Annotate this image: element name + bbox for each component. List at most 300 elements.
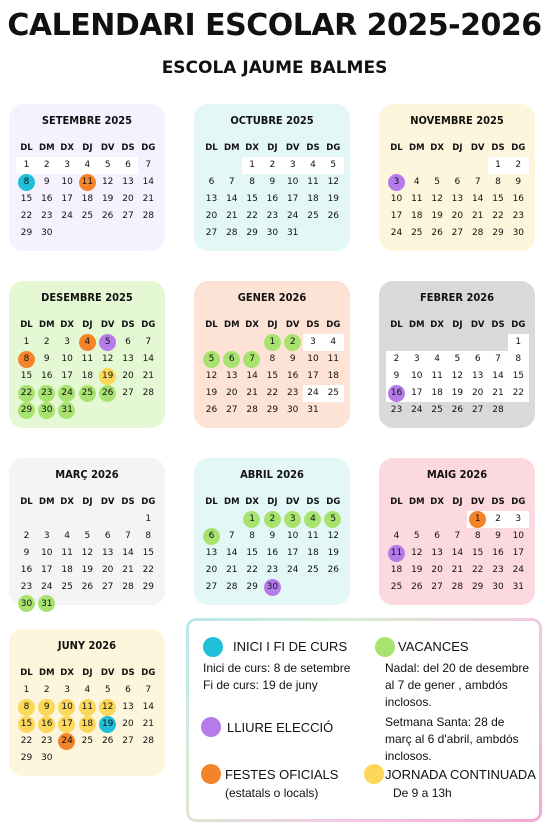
day-number: 6	[208, 530, 215, 541]
day-number: 28	[492, 404, 504, 415]
day-number: 23	[512, 210, 525, 221]
day-number: 12	[451, 370, 464, 381]
month-name: MARÇ 2026	[55, 468, 119, 481]
weekday-header: DS	[121, 320, 135, 330]
day-number: 13	[205, 547, 218, 558]
day-number: 13	[122, 701, 134, 712]
day-number: 9	[393, 370, 400, 381]
day-number: 25	[431, 404, 443, 415]
day-number: 28	[142, 387, 155, 398]
month-name: FEBRER 2026	[419, 291, 495, 304]
day-number: 31	[61, 404, 73, 415]
day-number: 28	[122, 581, 134, 592]
day-number: 18	[81, 718, 94, 729]
day-number: 10	[61, 176, 73, 187]
day-number: 7	[495, 353, 501, 364]
day-number: 5	[330, 514, 337, 524]
day-number: 3	[413, 353, 420, 364]
day-number: 5	[104, 337, 111, 347]
weekday-header: DL	[205, 143, 218, 153]
day-number: 2	[269, 160, 276, 170]
day-number: 17	[61, 193, 73, 204]
day-number: 6	[125, 685, 131, 695]
day-number: 12	[205, 370, 218, 381]
day-number: 6	[125, 337, 131, 347]
day-number: 8	[23, 176, 30, 187]
legend-lliure-title: LLIURE ELECCIÓ	[227, 720, 334, 735]
day-number: 23	[266, 564, 279, 575]
legend-vacances-dot	[375, 637, 395, 657]
day-number: 3	[64, 685, 70, 695]
day-number: 19	[101, 193, 114, 204]
day-number: 5	[454, 353, 461, 364]
day-number: 1	[269, 337, 276, 347]
day-number: 4	[310, 160, 316, 170]
day-number: 29	[246, 581, 258, 592]
day-number: 26	[451, 404, 464, 415]
weekday-header: DG	[511, 320, 526, 330]
day-number: 29	[20, 404, 33, 415]
day-number: 11	[411, 193, 423, 204]
legend-vacances-title: VACANCES	[398, 639, 469, 654]
day-number: 28	[226, 581, 238, 592]
day-number: 14	[246, 370, 258, 381]
day-number: 2	[269, 514, 276, 524]
month-name: ABRIL 2026	[240, 468, 304, 481]
month-name: NOVEMBRE 2025	[410, 114, 504, 127]
day-number: 15	[246, 547, 258, 558]
day-number: 17	[411, 387, 423, 398]
day-number: 6	[454, 176, 461, 187]
day-number: 26	[101, 387, 114, 398]
legend-curs-end: Fi de curs: 19 de juny	[203, 678, 318, 692]
day-number: 13	[226, 370, 238, 381]
month-card	[9, 281, 165, 428]
day-number: 24	[286, 564, 299, 575]
day-number: 31	[41, 598, 53, 609]
day-number: 22	[20, 735, 33, 746]
day-number: 8	[269, 353, 276, 364]
day-number: 17	[61, 370, 73, 381]
day-number: 7	[125, 530, 131, 541]
day-number: 14	[142, 701, 155, 712]
day-number: 9	[515, 176, 522, 187]
day-number: 12	[81, 547, 94, 558]
day-number: 12	[101, 701, 114, 712]
day-number: 22	[471, 564, 484, 575]
day-number: 23	[41, 210, 53, 221]
weekday-header: DL	[20, 320, 33, 330]
day-number: 24	[411, 404, 423, 415]
weekday-header: DG	[326, 497, 341, 507]
day-number: 14	[471, 193, 484, 204]
day-number: 27	[451, 227, 464, 238]
day-number: 16	[20, 564, 33, 575]
day-number: 10	[307, 353, 319, 364]
day-number: 10	[41, 547, 53, 558]
legend-curs-start: Inici de curs: 8 de setembre	[203, 661, 351, 675]
day-number: 7	[228, 530, 235, 541]
day-number: 6	[434, 530, 440, 541]
weekday-header: DM	[39, 668, 55, 678]
day-number: 25	[307, 210, 319, 221]
weekday-header: DL	[390, 497, 403, 507]
day-number: 12	[101, 353, 114, 364]
weekday-header: DX	[60, 320, 74, 330]
weekday-header: DS	[306, 497, 320, 507]
day-number: 10	[61, 353, 73, 364]
weekday-header: DJ	[267, 497, 278, 507]
day-number: 14	[451, 547, 464, 558]
day-number: 10	[512, 530, 525, 541]
day-number: 11	[390, 547, 403, 558]
legend-vacances-setmana-1: Setmana Santa: 28 de	[385, 715, 505, 729]
weekday-header: DM	[39, 497, 55, 507]
day-number: 30	[512, 227, 525, 238]
day-number: 4	[434, 353, 440, 364]
day-number: 28	[142, 735, 155, 746]
day-number: 12	[327, 530, 340, 541]
day-number: 15	[142, 547, 155, 558]
day-number: 27	[122, 210, 134, 221]
weekday-header: DL	[205, 497, 218, 507]
day-number: 1	[515, 337, 522, 347]
day-number: 5	[330, 160, 337, 170]
day-number: 19	[431, 210, 443, 221]
day-number: 9	[495, 530, 501, 541]
day-number: 11	[81, 701, 94, 712]
day-number: 3	[393, 176, 400, 187]
day-number: 14	[122, 547, 134, 558]
day-number: 21	[246, 387, 258, 398]
day-number: 7	[145, 160, 152, 170]
day-number: 11	[431, 370, 443, 381]
month-name: OCTUBRE 2025	[230, 114, 314, 127]
day-number: 19	[411, 564, 423, 575]
day-number: 10	[390, 193, 403, 204]
day-number: 24	[512, 564, 525, 575]
day-number: 28	[246, 404, 258, 415]
day-number: 7	[145, 685, 152, 695]
day-number: 20	[122, 370, 134, 381]
day-number: 30	[41, 752, 53, 763]
day-number: 17	[390, 210, 403, 221]
day-number: 20	[431, 564, 443, 575]
weekday-header: DM	[39, 320, 55, 330]
legend-jornada-dot	[364, 764, 384, 784]
day-number: 14	[142, 353, 155, 364]
day-number: 10	[61, 701, 73, 712]
day-number: 14	[142, 176, 155, 187]
day-number: 5	[413, 530, 420, 541]
day-number: 5	[84, 530, 91, 541]
day-number: 25	[411, 227, 423, 238]
day-number: 9	[43, 353, 50, 364]
day-number: 29	[471, 581, 484, 592]
day-number: 8	[515, 353, 522, 364]
day-number: 8	[145, 530, 152, 541]
day-number: 13	[471, 370, 484, 381]
day-number: 30	[286, 404, 299, 415]
weekday-header: DJ	[267, 320, 278, 330]
day-number: 21	[226, 564, 238, 575]
day-number: 2	[495, 514, 501, 524]
legend-vacances-setmana-2: març al 6 d'abril, ambdós	[385, 732, 519, 746]
month-name: GENER 2026	[237, 291, 307, 304]
day-number: 18	[61, 564, 73, 575]
day-number: 20	[451, 210, 464, 221]
day-number: 29	[492, 227, 504, 238]
day-number: 30	[41, 404, 53, 415]
weekday-header: DJ	[452, 143, 463, 153]
day-number: 21	[142, 193, 155, 204]
day-number: 14	[226, 547, 238, 558]
day-number: 2	[43, 160, 50, 170]
day-number: 5	[104, 685, 111, 695]
day-number: 16	[286, 370, 299, 381]
day-number: 23	[492, 564, 504, 575]
month-name: MAIG 2026	[426, 468, 488, 481]
day-number: 19	[205, 387, 218, 398]
day-number: 1	[23, 337, 30, 347]
day-number: 18	[307, 193, 319, 204]
weekday-header: DV	[470, 143, 485, 153]
day-number: 25	[307, 564, 319, 575]
day-number: 22	[512, 387, 525, 398]
day-number: 24	[307, 387, 319, 398]
weekday-header: DM	[409, 320, 425, 330]
legend-box	[186, 618, 542, 822]
day-number: 31	[286, 227, 299, 238]
day-number: 16	[41, 193, 53, 204]
day-number: 19	[327, 193, 340, 204]
legend-vacances-nadal-2: al 7 de gener , ambdós	[385, 678, 508, 692]
weekday-header: DX	[60, 143, 74, 153]
weekday-header: DG	[511, 497, 526, 507]
weekday-header: DV	[285, 497, 300, 507]
day-number: 18	[431, 387, 443, 398]
day-number: 30	[492, 581, 504, 592]
weekday-header: DV	[285, 320, 300, 330]
month-card	[9, 104, 165, 251]
day-number: 12	[101, 176, 114, 187]
day-number: 27	[101, 581, 114, 592]
day-number: 6	[125, 160, 131, 170]
legend-lliure-dot	[201, 717, 221, 737]
day-number: 9	[23, 547, 30, 558]
school-name: ESCOLA JAUME BALMES	[161, 58, 388, 78]
day-number: 28	[142, 210, 155, 221]
day-number: 2	[289, 337, 296, 347]
day-number: 5	[434, 176, 440, 187]
weekday-header: DM	[409, 143, 425, 153]
day-number: 12	[327, 176, 340, 187]
day-number: 19	[327, 547, 340, 558]
day-number: 11	[61, 547, 73, 558]
day-number: 25	[390, 581, 403, 592]
day-number: 30	[41, 227, 53, 238]
day-number: 18	[307, 547, 319, 558]
weekday-header: DS	[491, 143, 505, 153]
day-number: 20	[226, 387, 238, 398]
day-number: 4	[84, 337, 91, 347]
day-number: 20	[101, 564, 114, 575]
weekday-header: DL	[20, 497, 33, 507]
day-number: 21	[471, 210, 484, 221]
weekday-header: DV	[285, 143, 300, 153]
day-number: 4	[393, 530, 400, 541]
day-number: 22	[20, 210, 33, 221]
day-number: 29	[266, 404, 279, 415]
day-number: 26	[205, 404, 218, 415]
weekday-header: DV	[100, 320, 115, 330]
weekday-header: DJ	[452, 497, 463, 507]
day-number: 24	[61, 210, 73, 221]
day-number: 24	[61, 735, 73, 746]
day-number: 26	[327, 210, 340, 221]
day-number: 23	[266, 210, 279, 221]
day-number: 6	[474, 353, 481, 364]
day-number: 15	[20, 193, 33, 204]
weekday-header: DM	[224, 143, 240, 153]
day-number: 4	[413, 176, 420, 187]
day-number: 18	[81, 193, 94, 204]
weekday-header: DL	[20, 668, 33, 678]
weekday-header: DG	[141, 497, 156, 507]
day-number: 13	[122, 176, 134, 187]
legend-curs-title: INICI I FI DE CURS	[233, 639, 348, 654]
day-number: 4	[84, 685, 91, 695]
day-number: 8	[23, 701, 30, 712]
day-number: 16	[41, 370, 53, 381]
day-number: 11	[81, 353, 94, 364]
day-number: 16	[512, 193, 525, 204]
day-number: 8	[23, 353, 30, 364]
day-number: 21	[122, 564, 134, 575]
legend-vacances-nadal-1: Nadal: del 20 de desembre	[385, 661, 530, 675]
day-number: 29	[246, 227, 258, 238]
day-number: 7	[145, 337, 152, 347]
weekday-header: DG	[141, 143, 156, 153]
day-number: 28	[451, 581, 464, 592]
day-number: 22	[20, 387, 33, 398]
day-number: 26	[431, 227, 443, 238]
day-number: 22	[492, 210, 504, 221]
weekday-header: DS	[121, 668, 135, 678]
weekday-header: DS	[121, 497, 135, 507]
day-number: 8	[474, 530, 481, 541]
day-number: 13	[205, 193, 218, 204]
day-number: 3	[64, 160, 70, 170]
day-number: 12	[411, 547, 423, 558]
day-number: 23	[41, 735, 53, 746]
day-number: 1	[474, 514, 481, 524]
day-number: 3	[64, 337, 70, 347]
day-number: 13	[122, 353, 134, 364]
day-number: 30	[266, 227, 279, 238]
day-number: 15	[471, 547, 484, 558]
day-number: 29	[20, 752, 33, 763]
day-number: 17	[41, 564, 53, 575]
day-number: 17	[61, 718, 73, 729]
day-number: 26	[81, 581, 94, 592]
day-number: 23	[390, 404, 403, 415]
day-number: 24	[61, 387, 73, 398]
weekday-header: DS	[491, 497, 505, 507]
day-number: 29	[142, 581, 155, 592]
day-number: 27	[122, 735, 134, 746]
day-number: 7	[228, 176, 235, 187]
day-number: 23	[20, 581, 33, 592]
day-number: 23	[286, 387, 299, 398]
day-number: 15	[266, 370, 279, 381]
month-card	[194, 458, 350, 605]
weekday-header: DM	[224, 497, 240, 507]
day-number: 2	[515, 160, 522, 170]
day-number: 8	[249, 176, 255, 187]
day-number: 9	[43, 176, 50, 187]
day-number: 9	[43, 701, 50, 712]
day-number: 7	[474, 176, 481, 187]
day-number: 25	[61, 581, 73, 592]
day-number: 4	[64, 530, 70, 541]
weekday-header: DS	[306, 143, 320, 153]
day-number: 17	[512, 547, 525, 558]
day-number: 25	[81, 387, 94, 398]
day-number: 16	[266, 193, 279, 204]
day-number: 1	[23, 160, 30, 170]
month-name: DESEMBRE 2025	[41, 291, 133, 304]
day-number: 9	[269, 176, 276, 187]
day-number: 8	[249, 530, 255, 541]
day-number: 16	[41, 718, 53, 729]
day-number: 29	[20, 227, 33, 238]
weekday-header: DJ	[82, 668, 93, 678]
weekday-header: DG	[326, 320, 341, 330]
weekday-header: DX	[60, 668, 74, 678]
legend-curs-dot	[203, 637, 223, 657]
day-number: 16	[390, 387, 403, 398]
day-number: 17	[286, 547, 299, 558]
day-number: 12	[431, 193, 443, 204]
day-number: 22	[142, 564, 155, 575]
weekday-header: DL	[390, 320, 403, 330]
day-number: 6	[104, 530, 111, 541]
weekday-header: DJ	[82, 497, 93, 507]
day-number: 21	[226, 210, 238, 221]
day-number: 27	[205, 227, 218, 238]
weekday-header: DJ	[82, 143, 93, 153]
day-number: 3	[515, 514, 522, 524]
day-number: 20	[205, 210, 218, 221]
day-number: 18	[411, 210, 423, 221]
legend-vacances-setmana-3: inclosos.	[385, 749, 432, 763]
day-number: 27	[471, 404, 484, 415]
day-number: 25	[81, 210, 94, 221]
day-number: 26	[327, 564, 340, 575]
month-name: JUNY 2026	[57, 639, 117, 652]
weekday-header: DV	[470, 320, 485, 330]
day-number: 15	[492, 193, 504, 204]
day-number: 18	[327, 370, 340, 381]
weekday-header: DV	[100, 668, 115, 678]
day-number: 21	[142, 370, 155, 381]
day-number: 2	[43, 337, 50, 347]
day-number: 19	[101, 718, 114, 729]
day-number: 7	[249, 353, 255, 364]
weekday-header: DS	[306, 320, 320, 330]
day-number: 4	[330, 337, 337, 347]
